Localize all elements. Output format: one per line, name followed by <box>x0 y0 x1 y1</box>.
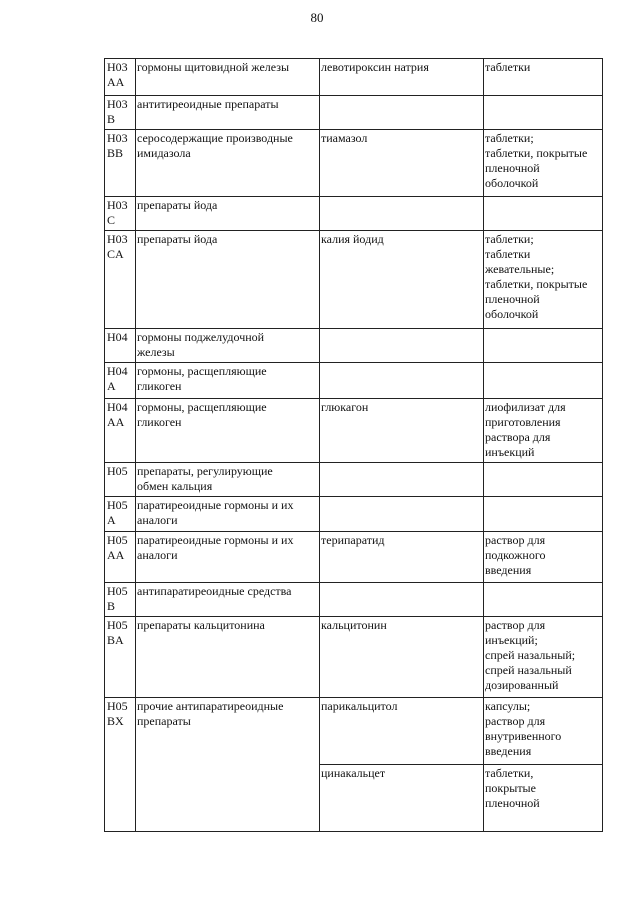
group-name-cell: паратиреоидные гормоны и их аналоги <box>136 532 320 583</box>
drug-name-cell: цинакальцет <box>320 765 484 832</box>
atc-code-cell: H03 AA <box>105 59 136 96</box>
group-name-cell: серосодержащие производные имидазола <box>136 130 320 197</box>
table-row <box>105 583 603 617</box>
table-row <box>105 130 603 197</box>
atc-code-cell: H03 CA <box>105 231 136 329</box>
dosage-form-cell <box>484 463 603 497</box>
atc-code-cell: H04 <box>105 329 136 363</box>
atc-code-cell: H05 A <box>105 497 136 532</box>
group-name-cell: препараты йода <box>136 231 320 329</box>
group-name-cell: препараты кальцитонина <box>136 617 320 698</box>
atc-code-cell: H05 BA <box>105 617 136 698</box>
table-row <box>105 463 603 497</box>
dosage-form-cell: раствор для подкожного введения <box>484 532 603 583</box>
dosage-form-cell <box>484 363 603 399</box>
atc-code-cell: H04 A <box>105 363 136 399</box>
dosage-form-cell <box>484 497 603 532</box>
atc-code-cell: H03 B <box>105 96 136 130</box>
drug-name-cell <box>320 463 484 497</box>
drug-name-cell: кальцитонин <box>320 617 484 698</box>
table-row <box>105 197 603 231</box>
table-row <box>105 231 603 329</box>
group-name-cell: антитиреоидные препараты <box>136 96 320 130</box>
drug-table <box>104 58 603 832</box>
drug-name-cell <box>320 197 484 231</box>
dosage-form-cell: раствор для инъекций; спрей назальный; спрей назальный дозированный <box>484 617 603 698</box>
atc-code-cell: H05 AA <box>105 532 136 583</box>
atc-code-cell: H03 C <box>105 197 136 231</box>
atc-code-cell: H04 AA <box>105 399 136 463</box>
dosage-form-cell: таблетки; таблетки жевательные; таблетки, покрытые пленочной оболочкой <box>484 231 603 329</box>
group-name-cell: паратиреоидные гормоны и их аналоги <box>136 497 320 532</box>
group-name-cell: гормоны, расщепляющие гликоген <box>136 363 320 399</box>
dosage-form-cell: капсулы; раствор для внутривенного введения <box>484 698 603 765</box>
drug-name-cell: парикальцитол <box>320 698 484 765</box>
group-name-cell: антипаратиреоидные средства <box>136 583 320 617</box>
group-name-cell: препараты йода <box>136 197 320 231</box>
drug-name-cell <box>320 497 484 532</box>
drug-name-cell <box>320 96 484 130</box>
table-row <box>105 698 603 765</box>
table-row <box>105 96 603 130</box>
drug-name-cell: терипаратид <box>320 532 484 583</box>
dosage-form-cell <box>484 96 603 130</box>
atc-code-cell: H05 B <box>105 583 136 617</box>
table-row <box>105 363 603 399</box>
drug-name-cell: калия йодид <box>320 231 484 329</box>
group-name-cell: гормоны, расщепляющие гликоген <box>136 399 320 463</box>
atc-code-cell: H05 BX <box>105 698 136 832</box>
dosage-form-cell <box>484 329 603 363</box>
table-row <box>105 497 603 532</box>
table-row <box>105 399 603 463</box>
dosage-form-cell <box>484 197 603 231</box>
table-row <box>105 532 603 583</box>
table-row <box>105 59 603 96</box>
group-name-cell: прочие антипаратиреоидные препараты <box>136 698 320 832</box>
atc-code-cell: H03 BB <box>105 130 136 197</box>
table-row <box>105 329 603 363</box>
table-body <box>105 59 603 832</box>
group-name-cell: гормоны поджелудочной железы <box>136 329 320 363</box>
drug-name-cell: левотироксин натрия <box>320 59 484 96</box>
drug-name-cell: глюкагон <box>320 399 484 463</box>
page-number: 80 <box>310 10 324 25</box>
table-row <box>105 617 603 698</box>
drug-name-cell <box>320 329 484 363</box>
dosage-form-cell: таблетки; таблетки, покрытые пленочной оболочкой <box>484 130 603 197</box>
dosage-form-cell: таблетки, покрытые пленочной <box>484 765 603 832</box>
atc-code-cell: H05 <box>105 463 136 497</box>
dosage-form-cell: лиофилизат для приготовления раствора для инъекций <box>484 399 603 463</box>
drug-name-cell <box>320 583 484 617</box>
drug-name-cell: тиамазол <box>320 130 484 197</box>
group-name-cell: гормоны щитовидной железы <box>136 59 320 96</box>
group-name-cell: препараты, регулирующие обмен кальция <box>136 463 320 497</box>
dosage-form-cell: таблетки <box>484 59 603 96</box>
drug-name-cell <box>320 363 484 399</box>
dosage-form-cell <box>484 583 603 617</box>
